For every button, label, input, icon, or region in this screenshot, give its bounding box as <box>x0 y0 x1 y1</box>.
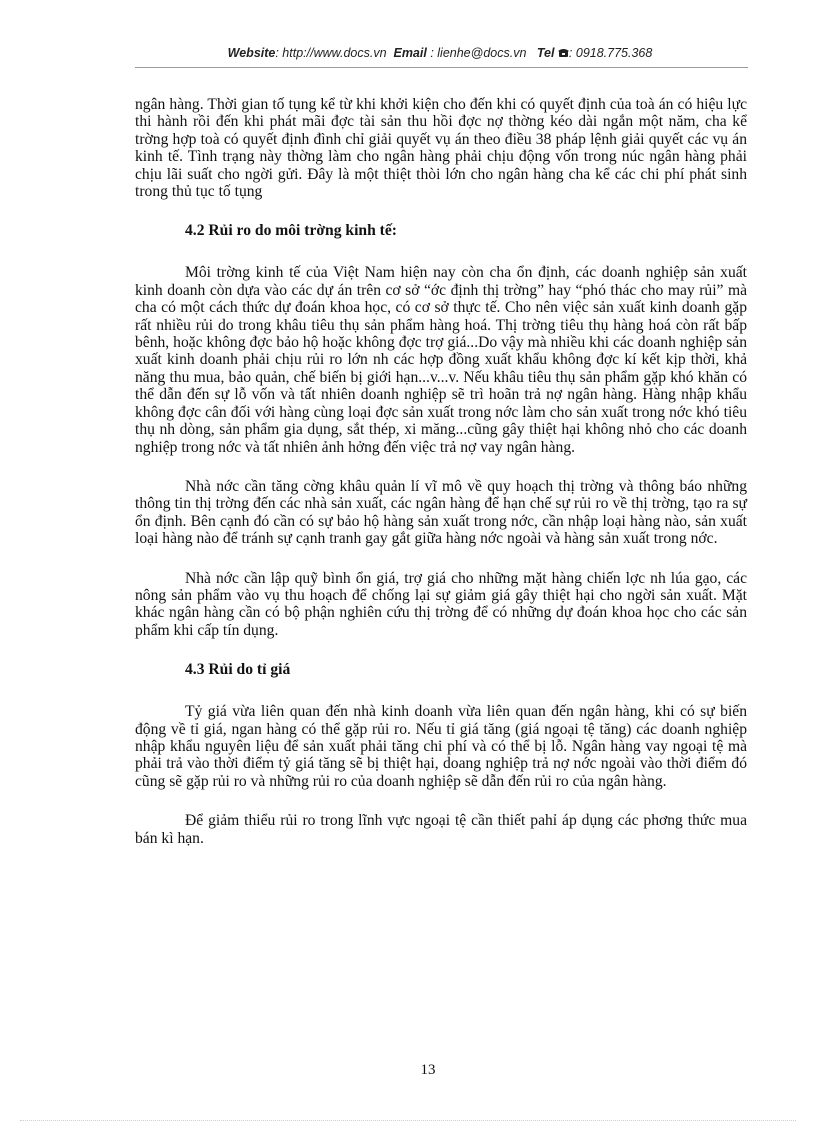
tel-label: Tel <box>536 46 555 60</box>
paragraph-4-2-c: Nhà nớc cần lập quỹ bình ổn giá, trợ giá cho những mặt hàng chiến lợc nh lúa gạo, các nông sản phẩm vào vụ thu hoạch để chống lại sự giảm giá gây thiệt hại cho ngời sản xuất. Mặt khác ngân hàng cần có bộ phận nghiên cứu thị trờng để có những dự đoán khoa học cho các sản phẩm khi cấp tín dụng. <box>135 569 747 639</box>
phone-icon <box>558 48 569 58</box>
footer-divider <box>20 1120 796 1121</box>
paragraph-4-3-a: Tỷ giá vừa liên quan đến nhà kinh doanh vừa liên quan đến ngân hàng, khi có sự biến động về tỉ giá, ngan hàng có thể gặp rủi ro. Nếu tỉ giá tăng (giá ngoại tệ tăng) các doanh nghiệp nhập khẩu nguyên liệu để sản xuất phải tăng chi phí và có thể bị lỗ. Ngân hàng vay ngoại tệ mà phải trả vào thời điểm tỷ giá tăng sẽ bị thiệt hại, doang nghiệp trả nợ nớc ngoài vào thời điểm đó cũng sẽ gặp rủi ro và những rủi ro của doanh nghiệp sẽ dẫn đến rủi ro của ngân hàng. <box>135 703 747 790</box>
paragraph-4-2-a: Môi trờng kinh tế của Việt Nam hiện nay còn cha ổn định, các doanh nghiệp sản xuất kinh doanh còn dựa vào các dự án trên cơ sở “ớc định thị trờng” hay “phó thác cho may rủi” mà cha có một cách thức dự đoán khoa học, có cơ sở thực tế. Cho nên việc sản xuất kinh doanh gặp rất nhiều rủi do trong khâu tiêu thụ sản phẩm hàng hoá. Thị trờng tiêu thụ hàng hoá còn rất bấp bênh, hoặc không đợc bảo hộ hoặc không đợc trợ giá...Do vậy mà nhiều khi các doanh nghiệp sản xuất kinh doanh phải chịu rủi ro lớn nh các hợp đồng xuất khẩu không đợc kí kết kịp thời, khả năng thu mua, bảo quản, chế biến bị giới hạn...v...v. Nếu khâu tiêu thụ sản phẩm gặp khó khăn có thể dẫn đến sự lỗ vốn và tất nhiên doanh nghiệp sẽ trì hoãn trả nợ ngân hàng. Hàng nhập khẩu không đợc cân đối với hàng cùng loại đợc sản xuất trong nớc làm cho sản xuất trong nớc khó tiêu thụ nh dòng, sản phẩm gia dụng, sắt thép, xi măng...cũng gây thiệt hại không nhỏ cho các doanh nghiệp trong nớc và tất nhiên ảnh hởng đến việc trả nợ vay ngân hàng. <box>135 264 747 456</box>
paragraph-intro: ngân hàng. Thời gian tố tụng kể từ khi khởi kiện cho đến khi có quyết định của toà án có hiệu lực thi hành rồi đến khi phát mãi đợc tài sản thu hồi đợc nợ thờng kéo dài ngắn một năm, cha kể trờng hợp toà có quyết định đình chỉ giải quyết vụ án theo điều 38 pháp lệnh giải quyết các vụ án kinh tế. Tình trạng này thờng làm cho ngân hàng phải chịu động vốn trong núc ngân hàng phải chịu lãi suất cho ngời gửi. Đây là một thiệt thòi lớn cho ngân hàng cha kể các chi phí phát sinh trong thủ tục tố tụng <box>135 96 747 201</box>
website-value: : http://www.docs.vn <box>275 46 387 60</box>
document-body <box>135 96 747 869</box>
website-label: Website <box>227 46 276 60</box>
paragraph-4-2-b: Nhà nớc cần tăng cờng khâu quản lí vĩ mô về quy hoạch thị trờng và thông báo những thông tin thị trờng đến các nhà sản xuất, các ngân hàng để hạn chế sự rủi ro về thị trờng, tạo ra sự ổn định. Bên cạnh đó cần có sự bảo hộ hàng sản xuất trong nớc, cần nhập loại hàng nào, sản xuất loại hàng nào để tránh sự cạnh tranh gay gắt giữa hàng nớc ngoài và hàng sản xuất trong nớc. <box>135 477 747 548</box>
page-header <box>135 46 745 66</box>
page-number: 13 <box>420 1062 436 1078</box>
email-value: : lienhe@docs.vn <box>430 46 527 60</box>
email-label: Email <box>393 46 427 60</box>
paragraph-4-3-b: Để giảm thiểu rủi ro trong lĩnh vực ngoại tệ cần thiết pahỉ áp dụng các phơng thức mua bán kì hạn. <box>135 812 747 847</box>
tel-value: : 0918.775.368 <box>568 46 653 60</box>
header-divider <box>135 67 748 68</box>
section-heading-4-2: 4.2 Rủi ro do môi trờng kinh tế: <box>185 222 397 240</box>
section-heading-4-3: 4.3 Rủi do tỉ giá <box>185 661 291 679</box>
